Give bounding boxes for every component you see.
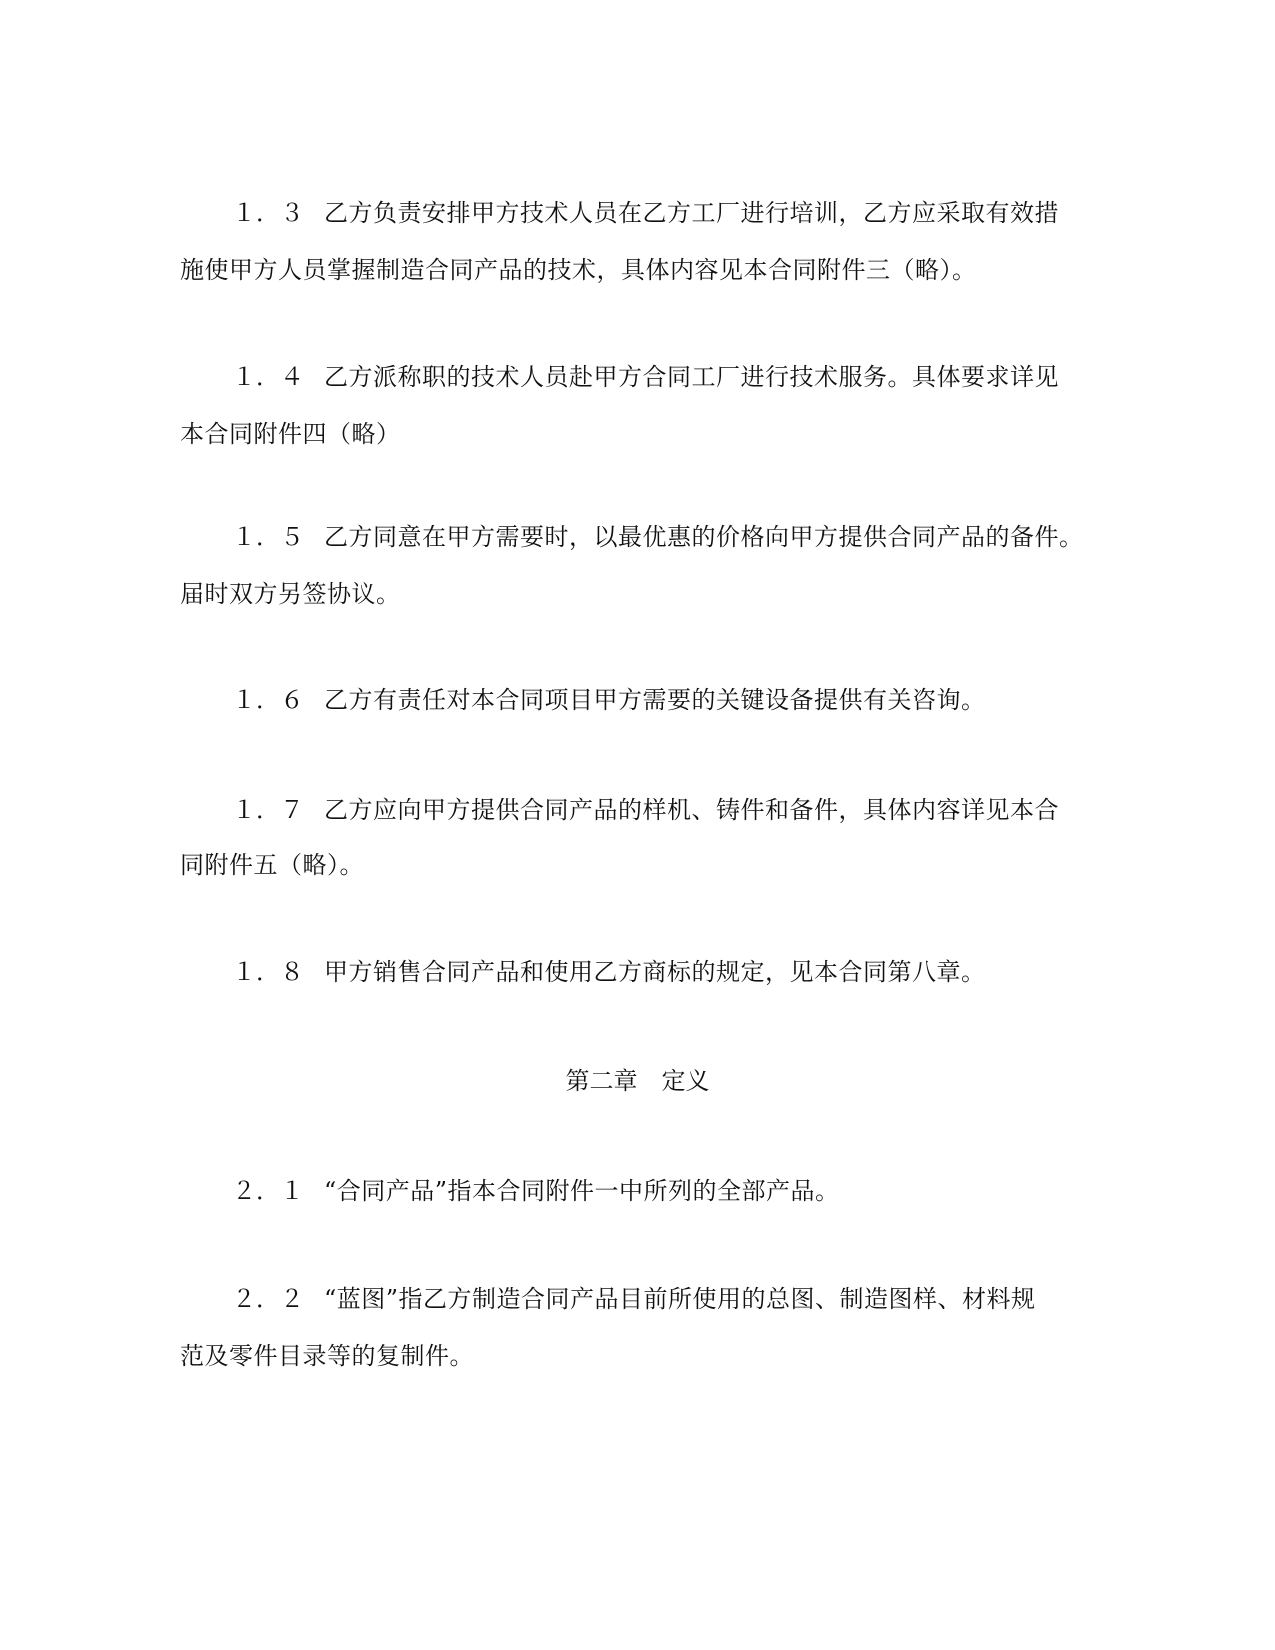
clause-1-8-line-1 [232,957,986,987]
definition-2-1-line-1 [232,1176,840,1206]
clause-text: 乙方派称职的技术人员赴甲方合同工厂进行技术服务。具体要求详见 [324,363,1059,391]
clause-number: １．８ [232,958,304,986]
clause-1-7-line-2: 同附件五（略）。 [180,851,364,879]
definition-2-2-line-2: 范及零件目录等的复制件。 [180,1342,474,1370]
definition-number: ２．２ [232,1285,304,1313]
clause-1-7-line-1 [232,795,1059,825]
clause-text: 甲方销售合同产品和使用乙方商标的规定，见本合同第八章。 [324,958,986,986]
clause-1-4-line-1 [232,362,1059,392]
clause-number: １．３ [232,199,304,227]
clause-1-6-line-1 [232,685,986,715]
clause-text: 乙方同意在甲方需要时，以最优惠的价格向甲方提供合同产品的备件。 [324,523,1084,551]
clause-number: １．６ [232,686,304,714]
clause-text: 乙方应向甲方提供合同产品的样机、铸件和备件，具体内容详见本合 [324,796,1059,824]
clause-1-4-line-2: 本合同附件四（略） [180,420,401,448]
clause-1-5-line-1 [232,522,1084,552]
definition-number: ２．１ [232,1177,304,1205]
chapter-title: 第二章 定义 [565,1067,710,1095]
clause-1-3-line-1 [232,198,1059,228]
definition-2-2-line-1 [232,1284,1036,1314]
clause-1-5-line-2: 届时双方另签协议。 [180,580,401,608]
clause-1-3-line-2: 施使甲方人员掌握制造合同产品的技术，具体内容见本合同附件三（略）。 [180,256,977,284]
clause-number: １．７ [232,796,304,824]
definition-text: “合同产品”指本合同附件一中所列的全部产品。 [324,1177,840,1205]
clause-number: １．５ [232,523,304,551]
clause-text: 乙方有责任对本合同项目甲方需要的关键设备提供有关咨询。 [324,686,986,714]
clause-number: １．４ [232,363,304,391]
clause-text: 乙方负责安排甲方技术人员在乙方工厂进行培训，乙方应采取有效措 [324,199,1059,227]
definition-text: “蓝图”指乙方制造合同产品目前所使用的总图、制造图样、材料规 [324,1285,1036,1313]
